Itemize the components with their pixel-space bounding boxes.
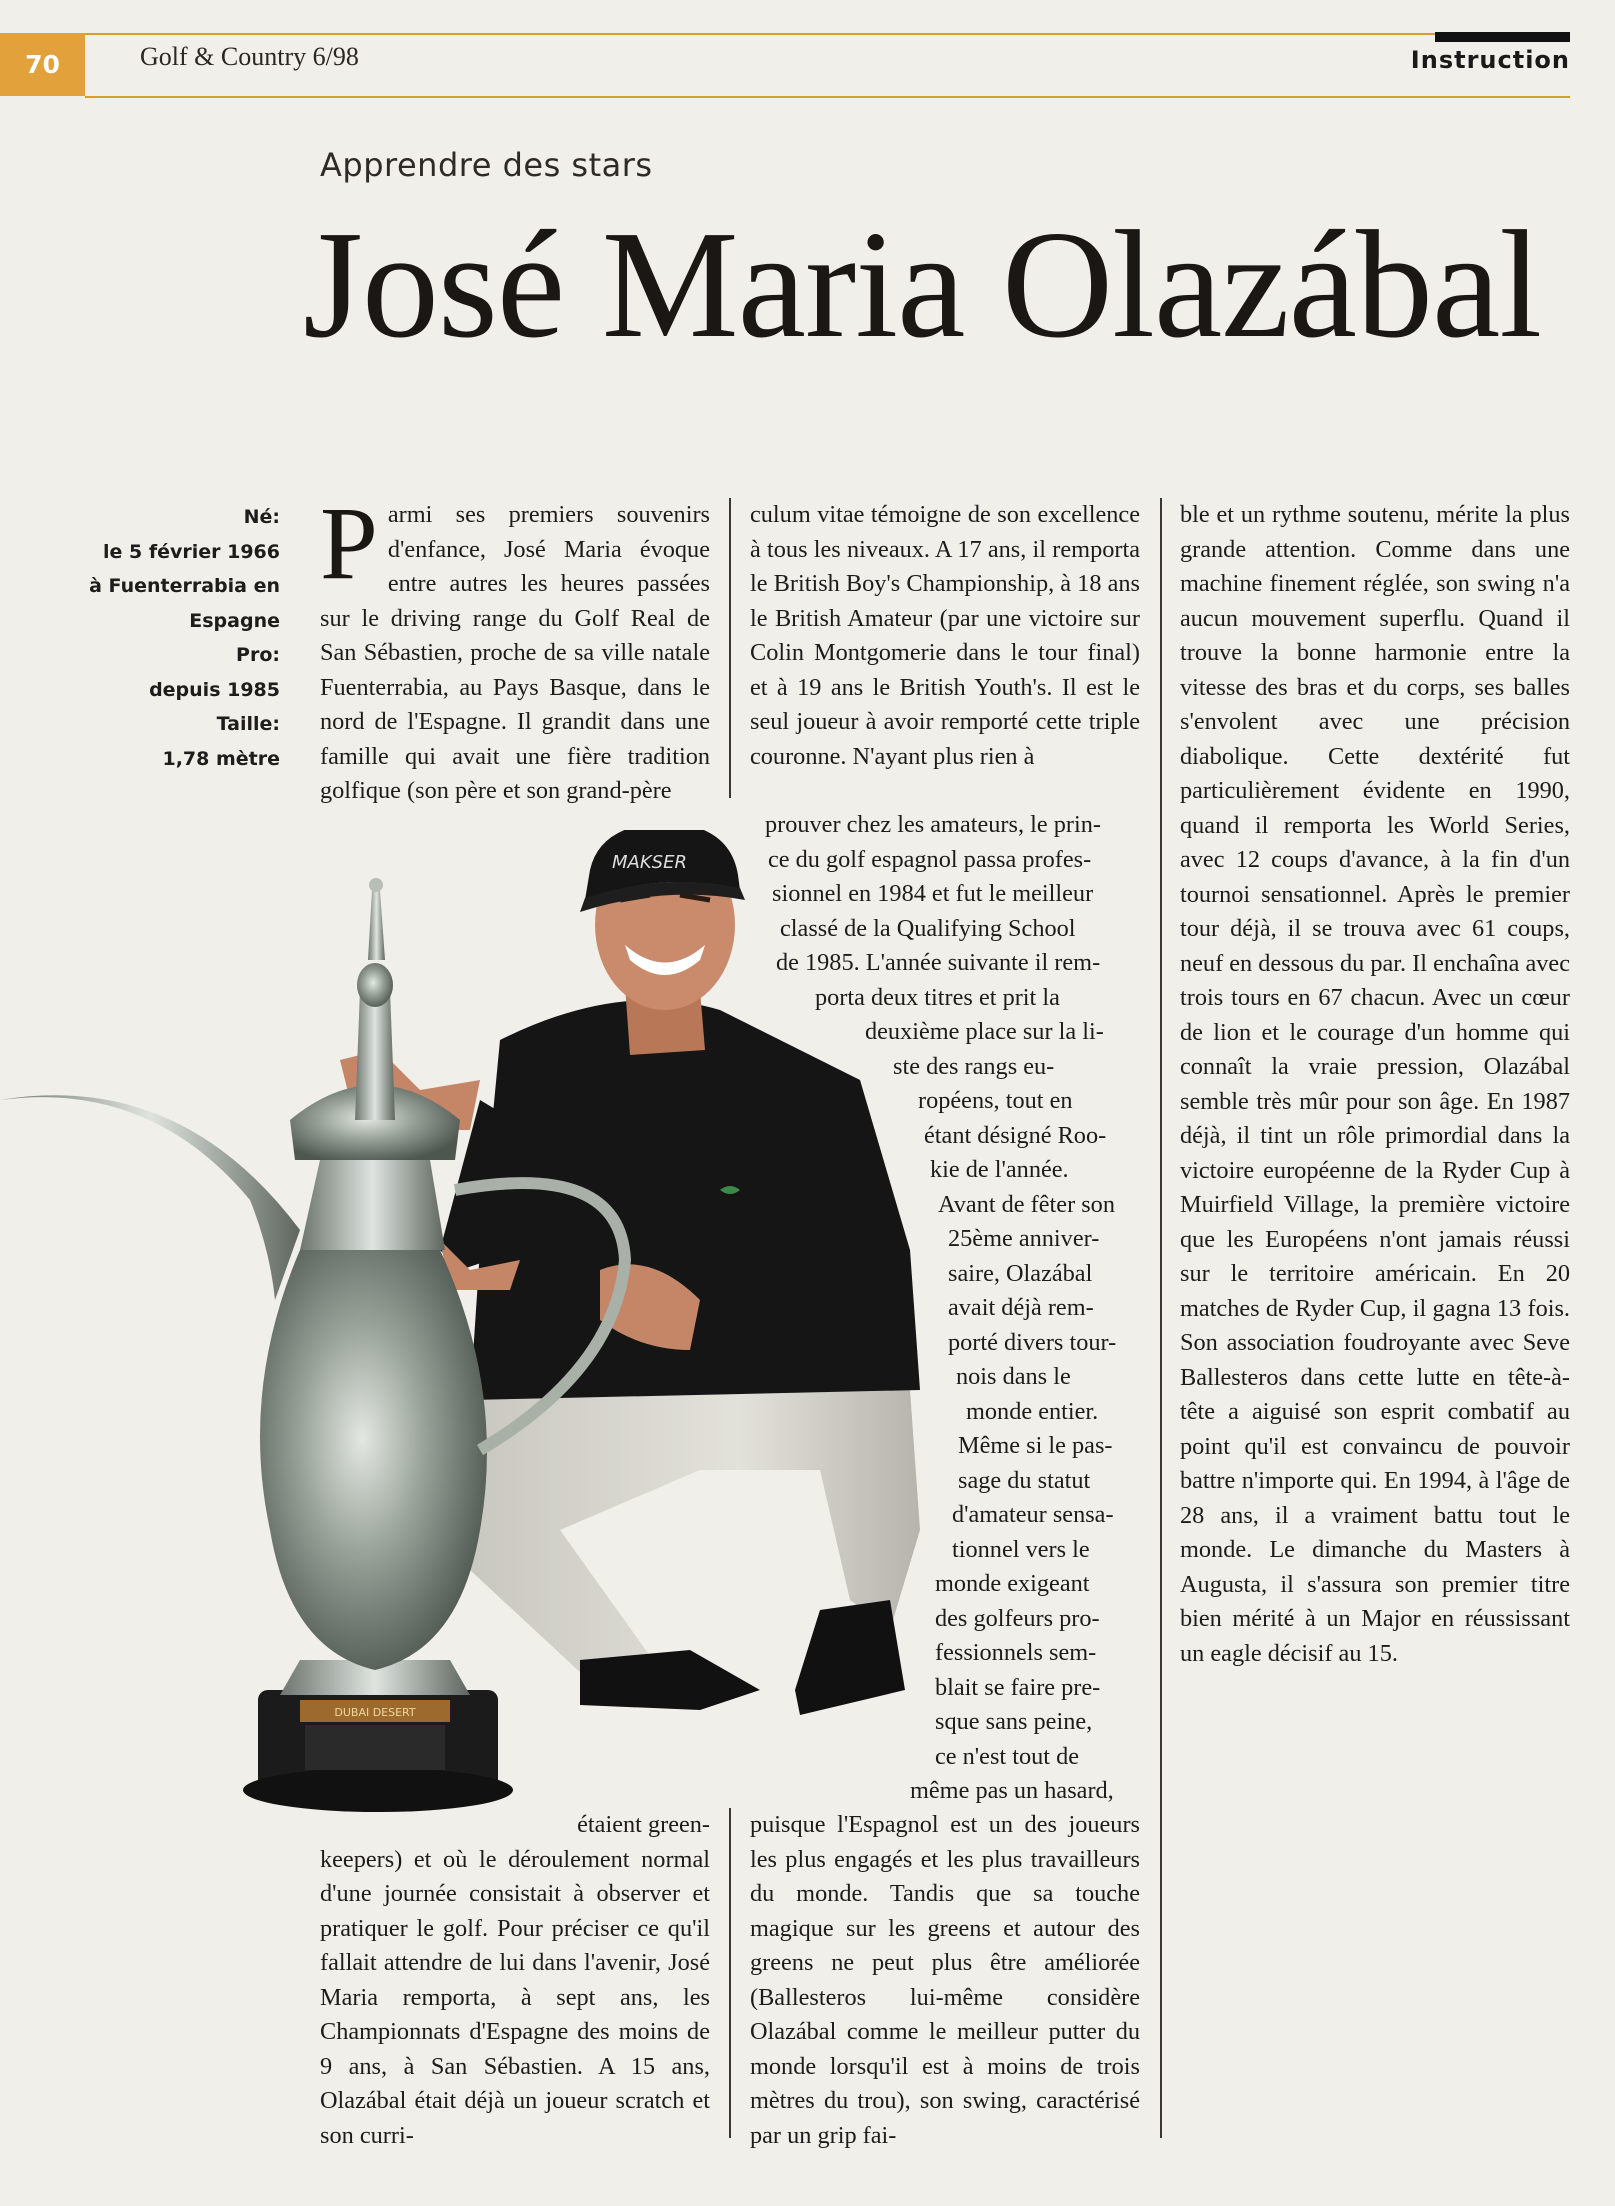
wrap-line: porté divers tour- — [948, 1329, 1117, 1356]
wrap-line: monde entier. — [966, 1398, 1099, 1425]
wrap-line: ropéens, tout en — [918, 1087, 1073, 1114]
wrap-line: sage du statut — [958, 1467, 1091, 1494]
header-rule-bottom — [85, 96, 1570, 98]
wrap-line: 25ème anniver- — [948, 1225, 1100, 1252]
body-text: étaient green- — [577, 1811, 710, 1838]
wrap-line: prouver chez les amateurs, le prin- — [765, 811, 1101, 838]
wrap-line: sque sans peine, — [935, 1708, 1093, 1735]
wrap-line: d'amateur sensa- — [952, 1501, 1114, 1528]
fact-line: le 5 février 1966 — [102, 540, 280, 563]
body-text: armi ses premiers souvenirs d'enfance, José Maria évoque entre autres les heures passées sur le driving range du Golf Real de San Sébastien, proche de sa ville natale Fuenterrabia, au Pays Basque, dans le nord de l'Espagne. Il grandit dans une famille qui avait une fière tradition golfique (son père et son grand-père — [320, 501, 710, 804]
body-column-1-top — [320, 486, 710, 809]
wrap-line: de 1985. L'année suivante il rem- — [776, 949, 1101, 976]
wrap-line: étant désigné Roo- — [924, 1122, 1107, 1149]
body-column-2-bottom — [750, 1808, 1140, 2153]
trophy-plate-text: DUBAI DESERT — [334, 1706, 416, 1719]
wrap-line: blait se faire pre- — [935, 1674, 1101, 1701]
wrap-line: ste des rangs eu- — [893, 1053, 1055, 1080]
wrap-line: deuxième place sur la li- — [865, 1018, 1104, 1045]
column-rule — [729, 498, 731, 798]
body-column-1-bottom — [320, 1808, 710, 2153]
section-label: Instruction — [1410, 46, 1570, 74]
wrap-line: ce n'est tout de — [935, 1743, 1080, 1770]
player-facts — [60, 500, 280, 776]
fact-line: à Fuenterrabia en — [89, 575, 280, 597]
wrap-line: fessionnels sem- — [935, 1639, 1097, 1666]
body-text: keepers) et où le déroulement normal d'une journée consistait à observer et pratiquer le golf. Pour préciser ce qu'il fallait attendre de lui dans l'avenir, José Maria remporta, à sept ans, les Championnats d'Espagne des moins de 9 ans, à San Sébastien. A 15 ans, Olazábal était déjà un joueur scratch et son curri- — [320, 1845, 710, 2149]
body-text: puisque l'Espagnol est un des joueurs les plus engagés et les plus travailleurs du monde. Tandis que sa touche magique sur les greens et autour des greens ne peut plus être améliorée (Ballesteros lui-même considère Olazábal comme le meilleur putter du monde lorsqu'il est à moins de trois mètres du trou), son swing, caractérisé par un grip fai- — [750, 1811, 1140, 2149]
wrap-line: même pas un hasard, — [910, 1777, 1114, 1804]
header-rule-top — [85, 33, 1570, 35]
body-column-3 — [1180, 498, 1570, 1671]
fact-line: depuis 1985 — [149, 678, 280, 701]
fact-line: Né: — [243, 506, 280, 528]
wrap-line: Même si le pas- — [958, 1432, 1113, 1459]
wrap-line: tionnel vers le — [952, 1536, 1090, 1563]
column-rule — [729, 1808, 731, 2138]
section-bar — [1435, 32, 1570, 42]
fact-line: Espagne — [189, 609, 280, 632]
wrap-line: sionnel en 1984 et fut le meilleur — [772, 880, 1094, 907]
fact-line: Taille: — [216, 713, 280, 735]
body-text: ble et un rythme soutenu, mérite la plus grande attention. Comme dans une machine finement réglée, son swing n'a aucun mouvement superflu. Quand il trouve la bonne harmonie entre la vitesse des bras et du corps, ses balles s'envolent avec une précision diabolique. Cette dextérité fut particulièrement évidente en 1990, quand il remporta les World Series, avec 12 coups d'avance, à la fin d'un tournoi sensationnel. Après le premier tour déjà, il se trouva avec 61 coups, neuf en dessous du par. Il enchaîna avec trois tours en 67 chacun. Avec un cœur de lion et le courage d'un homme qui connaît la vraie pression, Olazábal semble très mûr pour son âge. En 1987 déjà, il tint un rôle primordial dans la victoire européenne de la Ryder Cup à Muirfield Village, la première victoire que les Européens n'ont jamais réussi sur le territoire américain. En 20 matches de Ryder Cup, il gagna 13 fois. Son association foudroyante avec Seve Ballesteros dans cette lutte en tête-à-tête a aiguisé son esprit combatif au point qu'il est convaincu de pouvoir battre n'importe qui. En 1994, à l'âge de 28 ans, il a vraiment battu tout le monde. Le dimanche du Masters à Augusta, il s'assura son premier titre bien mérité à un Major en réussissant un eagle décisif au 15. — [1180, 501, 1570, 1667]
fact-line: Pro: — [236, 644, 280, 666]
body-text: culum vitae témoigne de son excellence à tous les niveaux. A 17 ans, il remporta le British Boy's Championship, à 18 ans le British Amateur (par une victoire sur Colin Montgomerie dans le tour final) et à 19 ans le British Youth's. Il est le seul joueur à avoir remporté cette triple couronne. N'ayant plus rien à — [750, 501, 1140, 770]
page-number: 70 — [0, 33, 85, 96]
wrap-line: avait déjà rem- — [948, 1294, 1094, 1321]
article-kicker: Apprendre des stars — [320, 146, 653, 184]
wrap-line: monde exigeant — [935, 1570, 1090, 1597]
fact-line: 1,78 mètre — [162, 747, 280, 770]
cap-logo-text: MAKSER — [612, 852, 687, 873]
wrap-line: nois dans le — [956, 1363, 1071, 1390]
wrap-line: porta deux titres et prit la — [815, 984, 1060, 1011]
body-column-2-top — [750, 498, 1140, 774]
wrap-line: kie de l'année. — [930, 1156, 1069, 1183]
column-rule — [1160, 498, 1162, 2138]
drop-cap: P — [320, 486, 378, 601]
wrap-line: des golfeurs pro- — [935, 1605, 1100, 1632]
wrap-line: saire, Olazábal — [948, 1260, 1093, 1287]
wrap-line: classé de la Qualifying School — [780, 915, 1076, 942]
wrap-line: Avant de fêter son — [938, 1191, 1115, 1218]
wrap-line: ce du golf espagnol passa profes- — [768, 846, 1092, 873]
magazine-issue: Golf & Country 6/98 — [140, 42, 359, 71]
article-title: José Maria Olazábal — [303, 200, 1542, 370]
